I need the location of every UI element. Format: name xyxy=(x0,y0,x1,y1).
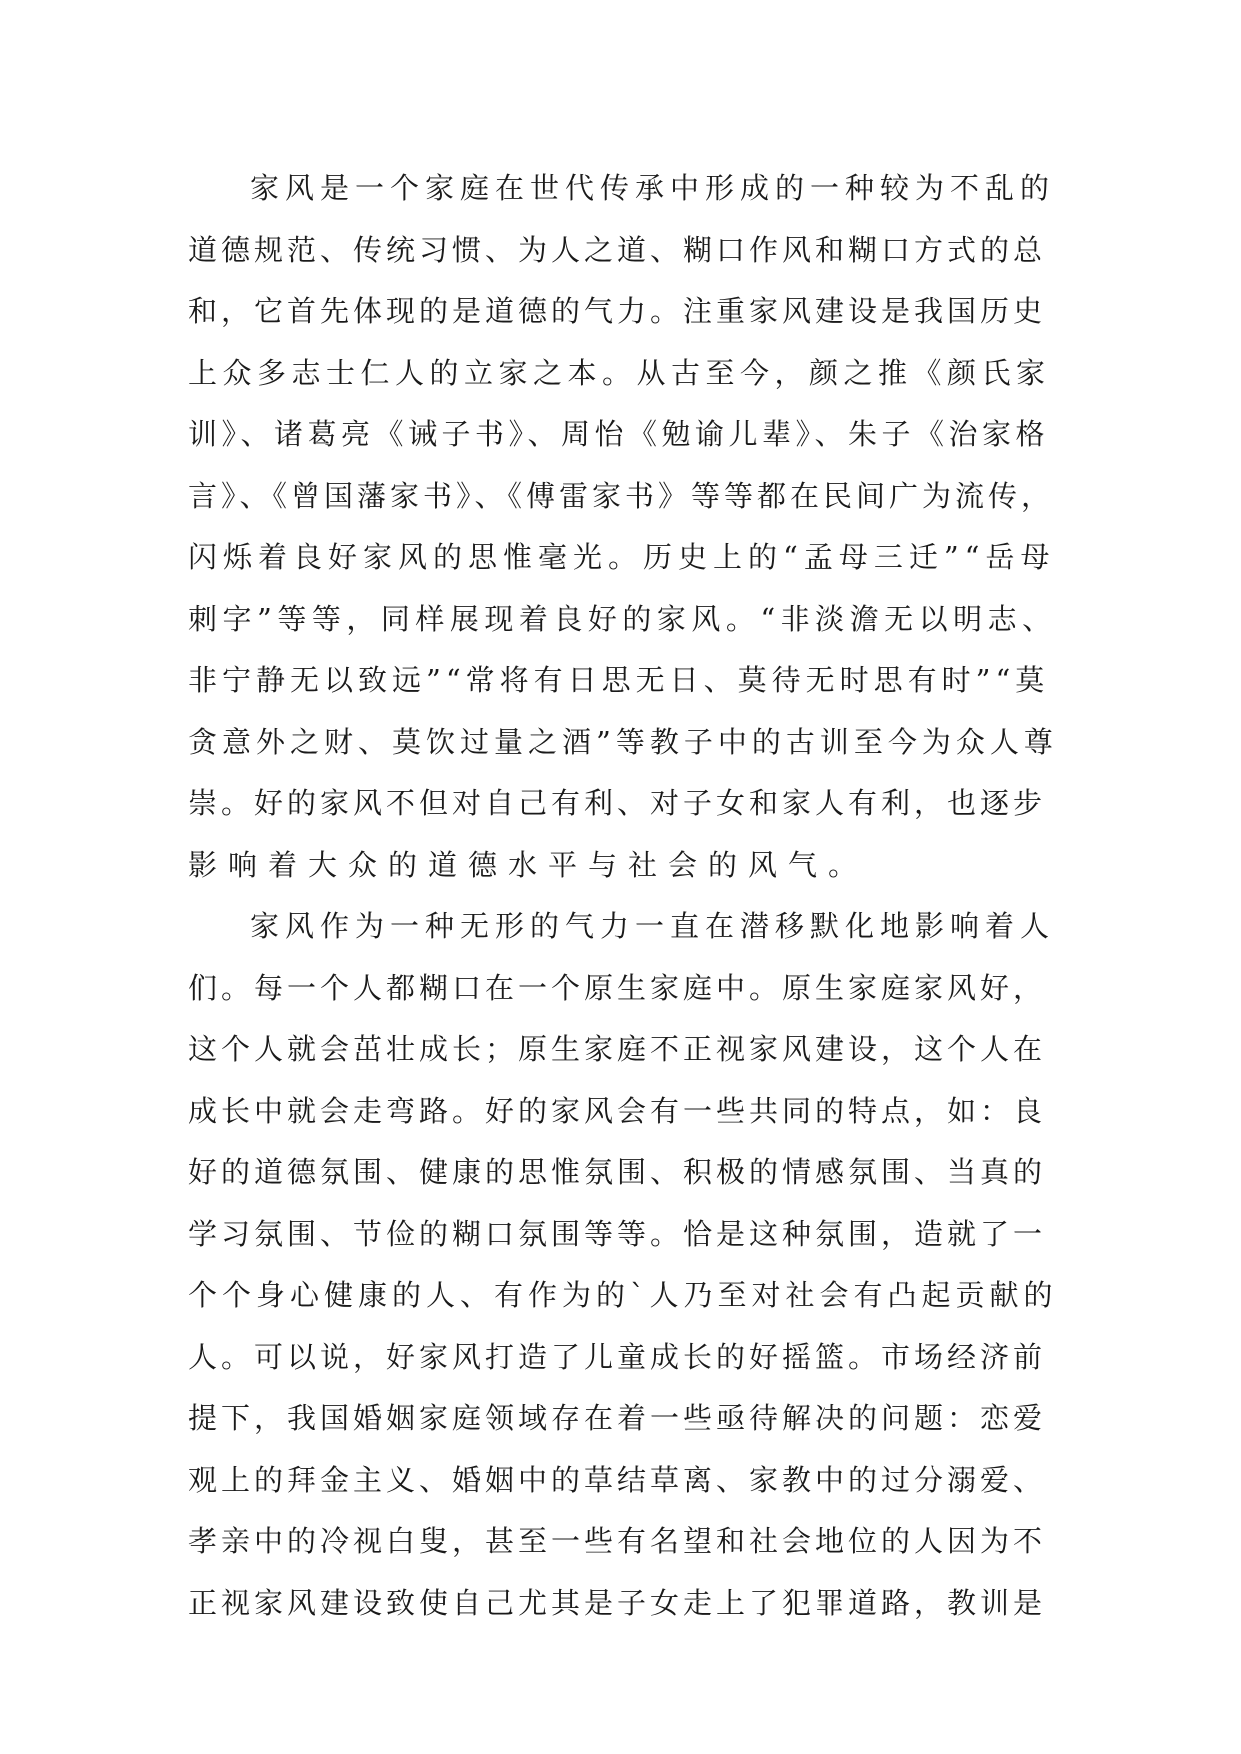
text-line: 正视家风建设致使自己尤其是子女走上了犯罪道路，教训是 xyxy=(188,1585,1047,1620)
text-line: 刺字”等等，同样展现着良好的家风。“非淡澹无以明志、 xyxy=(188,601,1057,636)
text-line: 上众多志士仁人的立家之本。从古至今，颜之推《颜氏家 xyxy=(188,355,1051,390)
text-line: 非宁静无以致远”“常将有日思无日、莫待无时思有时”“莫 xyxy=(188,663,1050,697)
text-line: 观上的拜金主义、婚姻中的草结草离、家教中的过分溺爱、 xyxy=(188,1462,1047,1497)
text-line: 提下，我国婚姻家庭领域存在着一些亟待解决的问题：恋爱 xyxy=(188,1401,1047,1435)
text-line: 好的道德氛围、健康的思惟氛围、积极的情感氛围、当真的 xyxy=(188,1155,1047,1189)
text-line: 们。每一个人都糊口在一个原生家庭中。原生家庭家风好， xyxy=(188,970,1047,1005)
text-line: 成长中就会走弯路。好的家风会有一些共同的特点，如：良 xyxy=(188,1093,1047,1128)
text-line: 和，它首先体现的是道德的气力。注重家风建设是我国历史 xyxy=(188,294,1047,328)
text-line: 人。可以说，好家风打造了儿童成长的好摇篮。市场经济前 xyxy=(188,1339,1047,1374)
text-line: 崇。好的家风不但对自己有利、对子女和家人有利，也逐步 xyxy=(188,786,1047,820)
text-line: 个个身心健康的人、有作为的`人乃至对社会有凸起贡献的 xyxy=(188,1278,1058,1312)
text-line: 影响着大众的道德水平与社会的风气。 xyxy=(188,847,869,882)
text-line: 这个人就会茁壮成长；原生家庭不正视家风建设，这个人在 xyxy=(188,1032,1047,1066)
text-line: 家风作为一种无形的气力一直在潜移默化地影响着人 xyxy=(250,909,1056,943)
text-line: 家风是一个家庭在世代传承中形成的一种较为不乱的 xyxy=(250,171,1056,205)
text-line: 道德规范、传统习惯、为人之道、糊口作风和糊口方式的总 xyxy=(188,232,1047,267)
text-line: 贪意外之财、莫饮过量之酒”等教子中的古训至今为众人尊 xyxy=(188,724,1058,759)
text-line: 言》、《曾国藩家书》、《傅雷家书》等等都在民间广为流传， xyxy=(188,478,1055,513)
text-line: 闪烁着良好家风的思惟毫光。历史上的“孟母三迁”“岳母 xyxy=(188,540,1056,574)
paragraph-2 xyxy=(188,896,1058,1634)
paragraph-1 xyxy=(188,158,1058,896)
text-line: 训》、诸葛亮《诫子书》、周怡《勉谕儿辈》、朱子《治家格 xyxy=(188,417,1050,451)
text-line: 学习氛围、节俭的糊口氛围等等。恰是这种氛围，造就了一 xyxy=(188,1216,1047,1251)
document-body xyxy=(188,158,1058,1634)
text-line: 孝亲中的冷视白叟，甚至一些有名望和社会地位的人因为不 xyxy=(188,1524,1047,1558)
